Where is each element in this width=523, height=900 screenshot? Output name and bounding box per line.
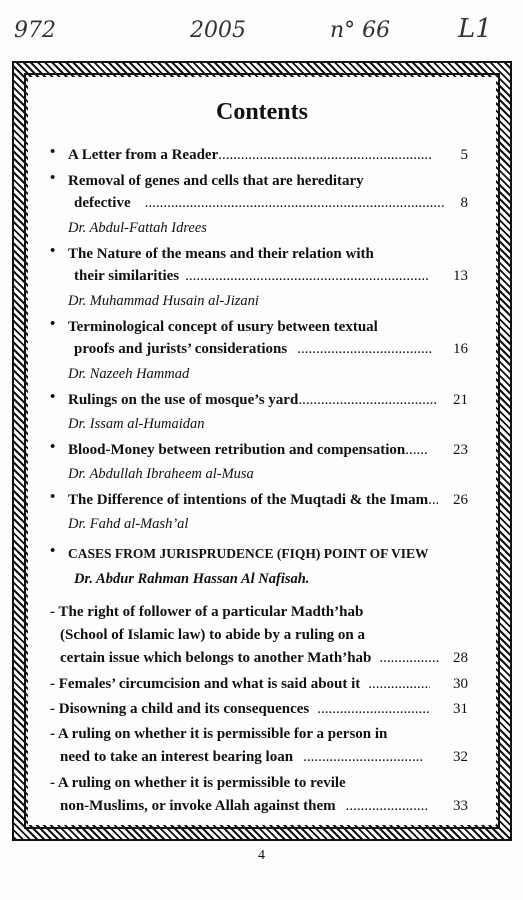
bullet-icon: •: [50, 489, 56, 505]
handwritten-note-year: 2005: [190, 18, 246, 43]
toc-entry-author: Dr. Fahd al-Mash’al: [68, 516, 189, 532]
dot-leader: [303, 746, 423, 768]
toc-entry-page: 21: [453, 392, 468, 408]
case-item-title: - Females’ circumcision and what is said about it.....: [50, 673, 450, 695]
toc-entry-page: 13: [453, 268, 468, 284]
toc-entry-page: 8: [460, 195, 468, 211]
bullet-icon: •: [50, 316, 56, 332]
toc-entry-title-cont: defective.....: [74, 192, 464, 214]
toc-entry-page: 16: [453, 341, 468, 357]
page-number: 4: [258, 848, 265, 863]
case-item-title-cont: certain issue which belongs to another Math’hab.....: [60, 647, 460, 669]
bullet-icon: •: [50, 170, 56, 186]
contents-panel: [28, 77, 496, 825]
toc-entry-title-cont: their similarities.....: [74, 265, 464, 287]
dot-leader: [368, 673, 430, 695]
toc-entry-title: Rulings on the use of mosque’s yard.....: [68, 389, 458, 411]
toc-entry-author: Dr. Abdul-Fattah Idrees: [68, 220, 207, 236]
case-item-title: - The right of follower of a particular Madth’hab: [50, 604, 364, 620]
toc-entry-title: The Difference of intentions of the Muqtadi & the Imam.....: [68, 489, 458, 511]
handwritten-note-code: L1: [458, 14, 492, 44]
handwritten-note-number: n° 66: [330, 18, 391, 43]
handwritten-note-972: 972: [14, 18, 56, 43]
toc-entry-author: Dr. Muhammad Husain al-Jizani: [68, 293, 259, 309]
case-item-page: 31: [453, 701, 468, 717]
case-item-title-cont: non-Muslims, or invoke Allah against them.....: [60, 795, 460, 817]
dot-leader: [317, 698, 429, 720]
toc-entry-page: 5: [460, 147, 468, 163]
toc-entry-title: The Nature of the means and their relation with: [68, 246, 374, 262]
dot-leader: [379, 647, 439, 669]
case-item-page: 32: [453, 749, 468, 765]
case-item-title-cont: (School of Islamic law) to abide by a ruling on a: [60, 627, 366, 643]
dot-leader: [428, 489, 438, 511]
case-item-page: 30: [453, 676, 468, 692]
case-item-title: - Disowning a child and its consequences.....: [50, 698, 450, 720]
toc-entry-page: 26: [453, 492, 468, 508]
case-item-title: - A ruling on whether it is permissible for a person in: [50, 726, 388, 742]
case-item-title-cont: need to take an interest bearing loan.....: [60, 746, 460, 768]
toc-entry-page: 23: [453, 442, 468, 458]
toc-entry-author: Dr. Abdullah Ibraheem al-Musa: [68, 466, 254, 482]
dot-leader: [297, 338, 432, 360]
bullet-icon: •: [50, 243, 56, 259]
page-title: Contents: [215, 99, 308, 125]
dot-leader: [298, 389, 438, 411]
toc-entry-title: A Letter from a Reader.....: [68, 144, 458, 166]
dot-leader: [145, 192, 445, 214]
toc-entry-title-cont: proofs and jurists’ considerations.....: [74, 338, 464, 360]
case-item-page: 28: [453, 650, 468, 666]
toc-entry-author: Dr. Issam al-Humaidan: [68, 416, 205, 432]
toc-entry-title: Removal of genes and cells that are hereditary: [68, 173, 364, 189]
case-item-page: 33: [453, 798, 468, 814]
bullet-icon: •: [50, 389, 56, 405]
ornamental-border: [14, 63, 510, 839]
section-heading-cases: CASES FROM JURISPRUDENCE (FIQH) POINT OF VIEW: [68, 546, 429, 561]
dot-leader: [218, 144, 433, 166]
case-item-title: - A ruling on whether it is permissible to revile: [50, 775, 346, 791]
bullet-icon: •: [50, 439, 56, 455]
bullet-icon: •: [50, 543, 56, 559]
section-author: Dr. Abdur Rahman Hassan Al Nafisah.: [74, 571, 310, 587]
bullet-icon: •: [50, 144, 56, 160]
toc-entry-author: Dr. Nazeeh Hammad: [68, 366, 190, 382]
dot-leader: [346, 795, 428, 817]
toc-entry-title: Terminological concept of usury between textual: [68, 319, 378, 335]
toc-entry-title: Blood-Money between retribution and compensation.....: [68, 439, 458, 461]
dot-leader: [185, 265, 430, 287]
dot-leader: [405, 439, 427, 461]
